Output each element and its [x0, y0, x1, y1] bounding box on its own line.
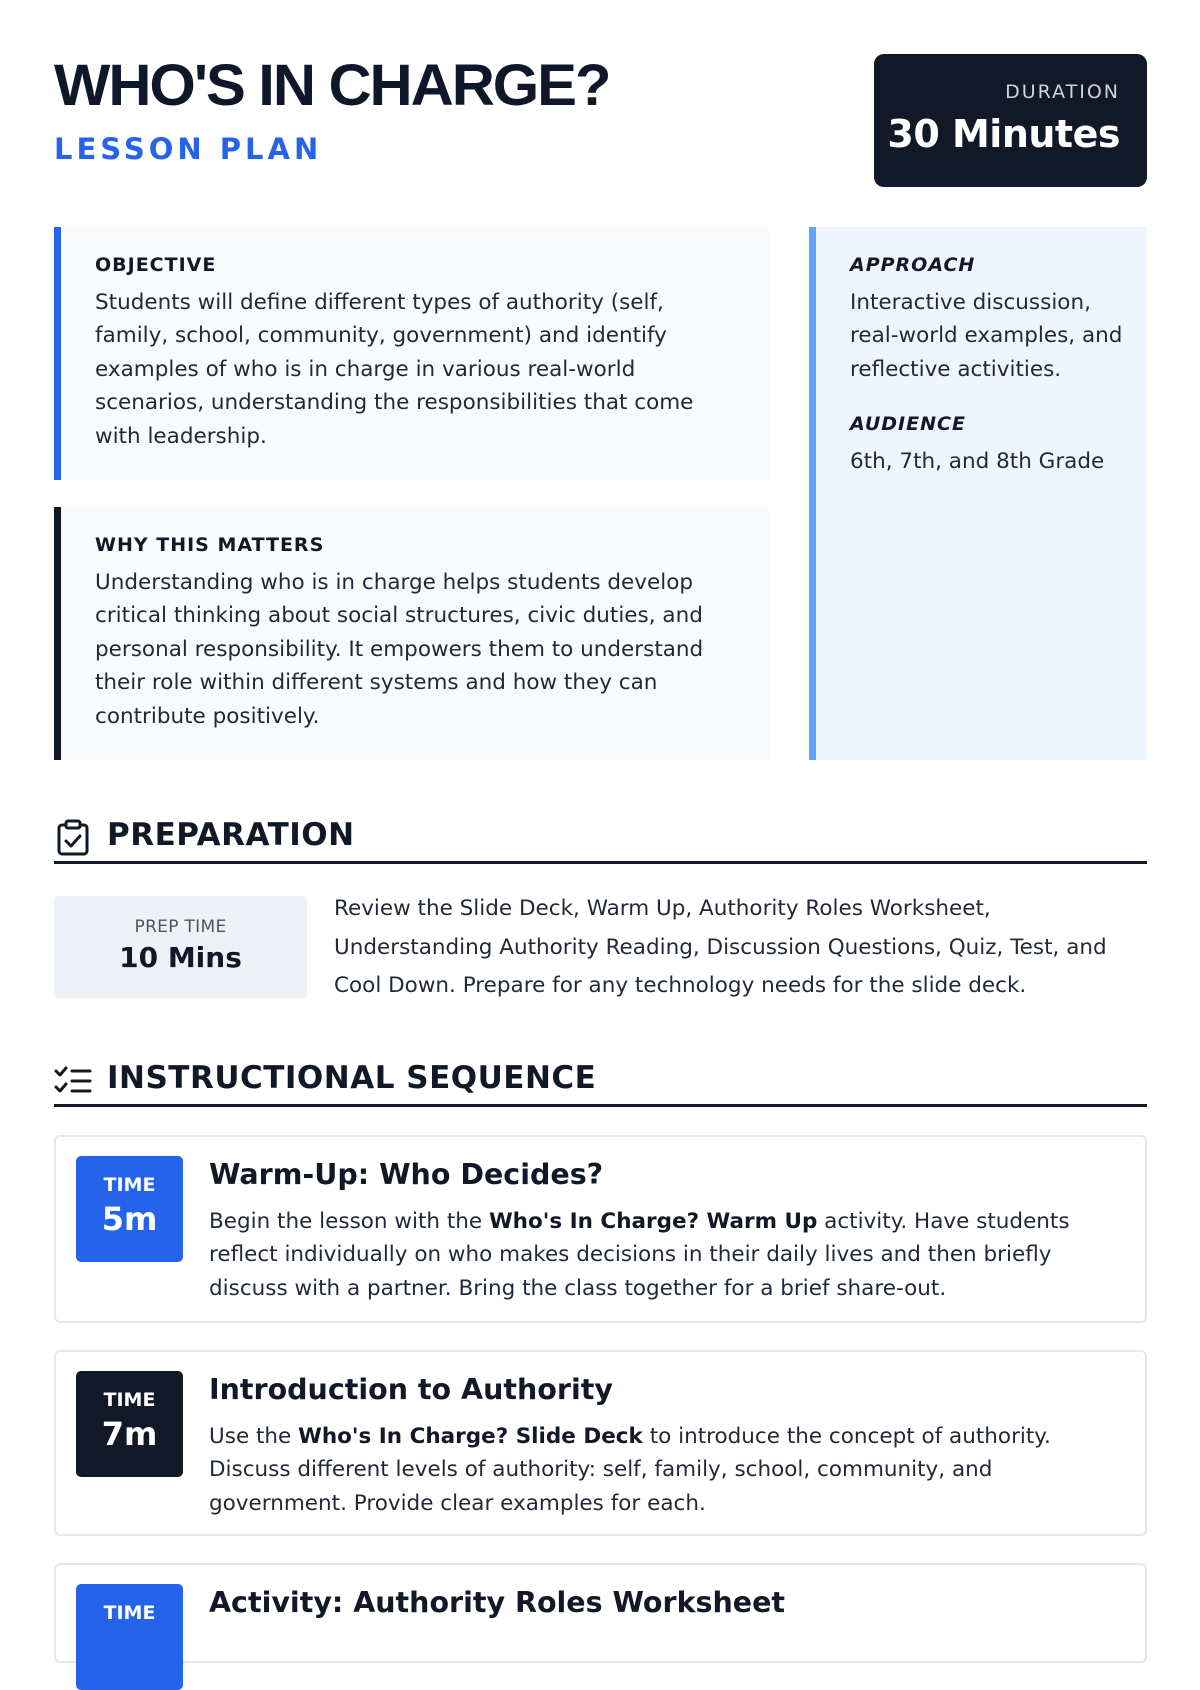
step-title: Warm-Up: Who Decides? [209, 1158, 604, 1191]
why-matters-card [54, 507, 769, 760]
time-badge-label: TIME [103, 1602, 156, 1624]
approach-heading: APPROACH [850, 254, 976, 276]
sequence-step [54, 1350, 1147, 1536]
time-badge-label: TIME [103, 1389, 156, 1411]
why-matters-heading: WHY THIS MATTERS [95, 534, 325, 556]
page-subtitle: LESSON PLAN [54, 132, 323, 166]
prep-time-box [54, 896, 307, 998]
time-badge [76, 1156, 183, 1262]
objective-heading: OBJECTIVE [95, 254, 217, 276]
time-badge [76, 1371, 183, 1477]
step-body-resource: Who's In Charge? Slide Deck [298, 1424, 643, 1449]
preparation-text: Review the Slide Deck, Warm Up, Authority Roles Worksheet, Understanding Authority Reading, Discussion Questions, Quiz, Test, and Cool Down. Prepare for any technology needs for the slide deck. [334, 896, 1107, 998]
audience-body: 6th, 7th, and 8th Grade [850, 449, 1105, 475]
sequence-heading: INSTRUCTIONAL SEQUENCE [107, 1060, 597, 1096]
step-body [209, 1205, 1119, 1305]
why-matters-body: Understanding who is in charge helps students develop critical thinking about social structures, civic duties, and personal responsibility. It empowers them to understand their role within different systems and how they can contribute positively. [95, 570, 704, 729]
step-body-text: to introduce the concept of authority. Discuss different levels of authority: self, family, school, community, and government. Provide clear examples for each. [209, 1424, 1051, 1516]
step-body-text: Use the [209, 1424, 299, 1449]
preparation-heading: PREPARATION [107, 817, 355, 853]
time-badge-value: 7m [101, 1415, 158, 1453]
duration-label: DURATION [1005, 81, 1120, 103]
sequence-step [54, 1563, 1147, 1663]
checklist-icon [54, 1062, 92, 1100]
step-body-text: activity. Have students reflect individually on who makes decisions in their daily lives and then briefly discuss with a partner. Bring the class together for a brief share-out. [209, 1209, 1070, 1301]
step-body-text: Begin the lesson with the [209, 1209, 489, 1234]
page-header [54, 52, 1147, 192]
audience-heading: AUDIENCE [850, 413, 966, 436]
clipboard-check-icon [54, 819, 92, 857]
approach-body: Interactive discussion, real-world examples, and reflective activities. [850, 290, 1123, 382]
time-badge-label: TIME [103, 1174, 156, 1196]
sequence-step [54, 1135, 1147, 1323]
prep-time-value: 10 Mins [119, 941, 242, 974]
step-title: Introduction to Authority [209, 1373, 613, 1406]
page-title: WHO'S IN CHARGE? [54, 53, 610, 118]
step-body [209, 1420, 1119, 1520]
preparation-section-header [54, 815, 1147, 864]
step-title: Activity: Authority Roles Worksheet [209, 1586, 786, 1619]
duration-badge [874, 54, 1147, 187]
duration-value: 30 Minutes [887, 112, 1120, 156]
objective-body: Students will define different types of authority (self, family, school, community, government) and identify examples of who is in charge in various real-world scenarios, understanding the responsibilities that come with leadership. [95, 290, 694, 449]
step-body-resource: Who's In Charge? Warm Up [488, 1209, 818, 1234]
objective-card [54, 227, 769, 480]
time-badge-value: 5m [101, 1200, 158, 1238]
approach-audience-panel [809, 227, 1147, 760]
sequence-section-header [54, 1058, 1147, 1107]
prep-time-label: PREP TIME [134, 917, 227, 937]
